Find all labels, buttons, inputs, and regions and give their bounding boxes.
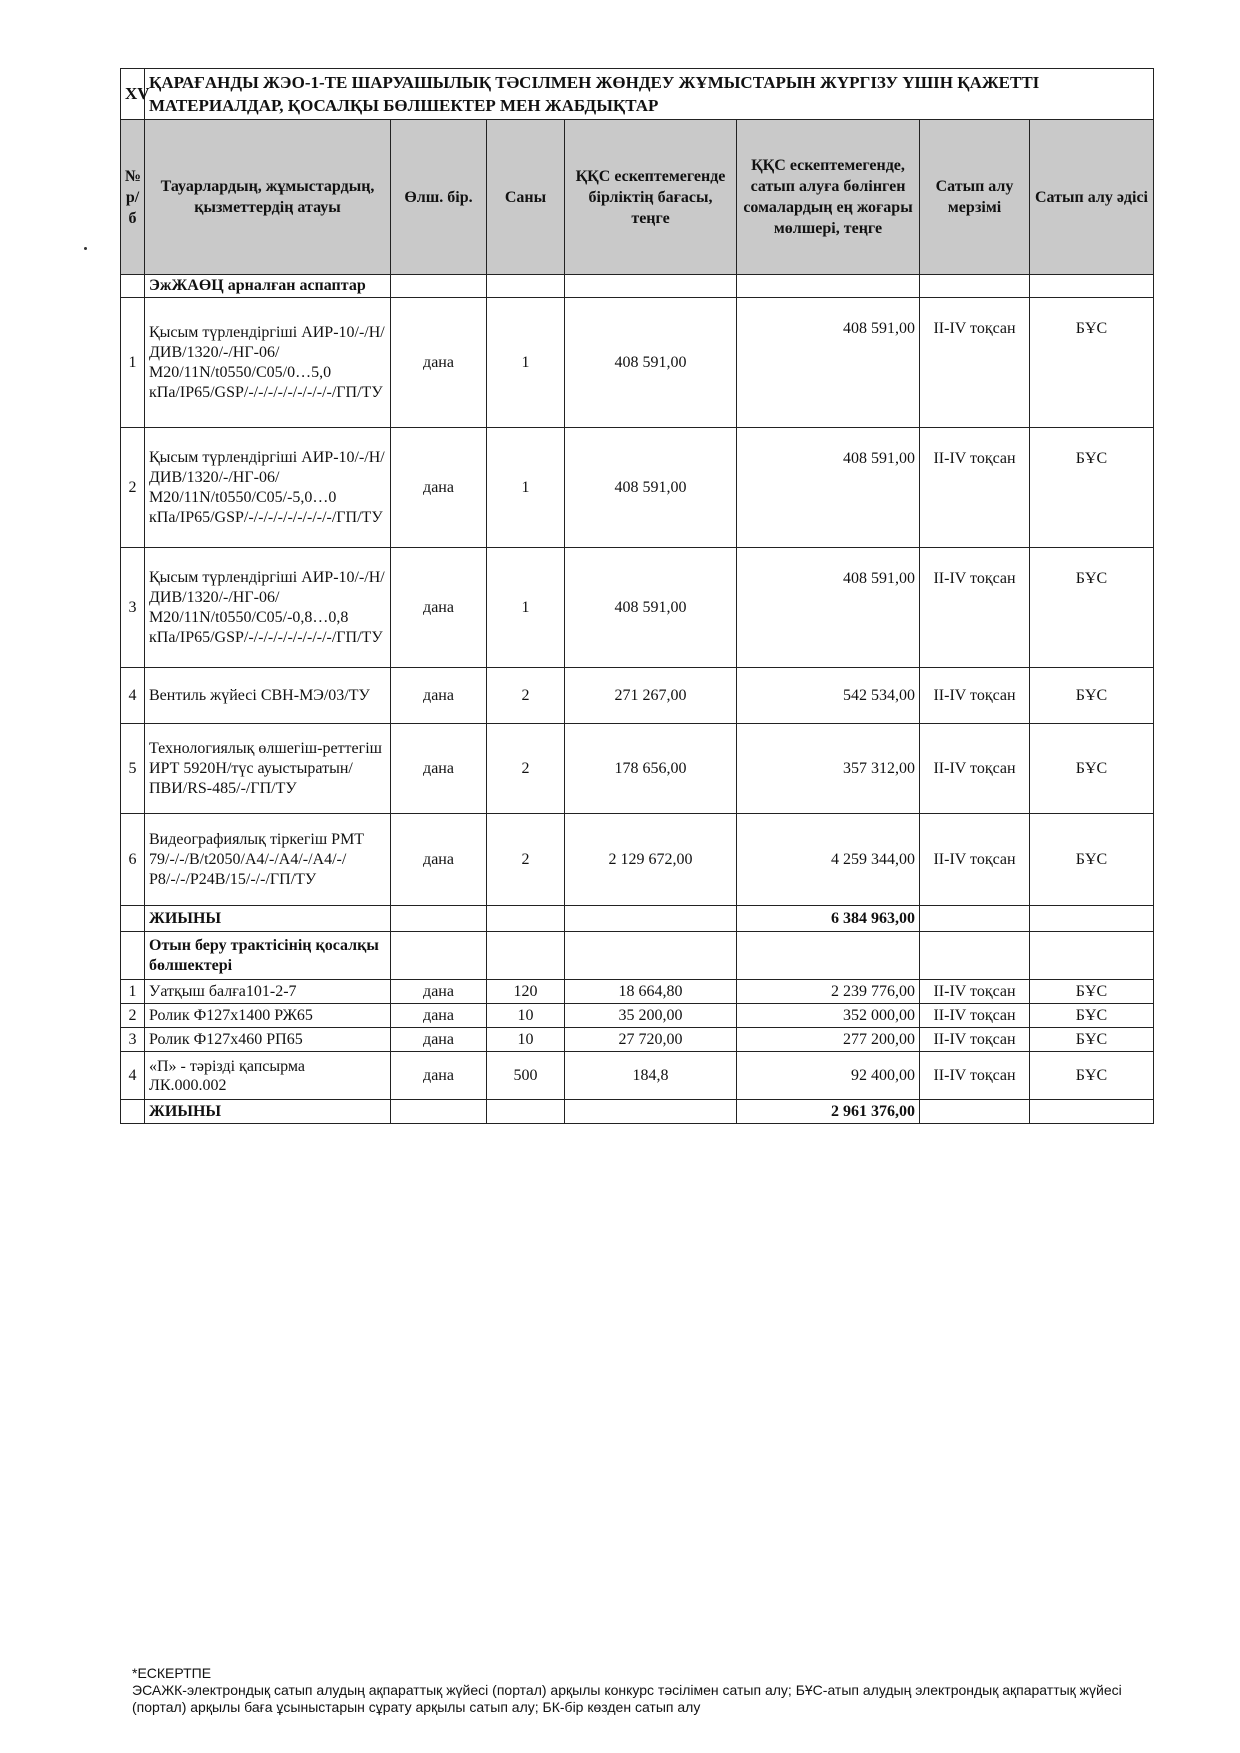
- row-method: БҰС: [1030, 1028, 1154, 1052]
- column-header-row: [121, 120, 1154, 275]
- row-term: II-IV тоқсан: [920, 298, 1030, 428]
- table-row: [121, 428, 1154, 548]
- row-name: Вентиль жүйесі СВН-МЭ/03/ТУ: [145, 668, 391, 724]
- row-num: 1: [121, 980, 145, 1004]
- group-title: Отын беру трактісінің қосалқы бөлшектері: [145, 932, 391, 980]
- row-term: II-IV тоқсан: [920, 548, 1030, 668]
- col-unit: Өлш. бір.: [391, 120, 487, 275]
- row-name: Қысым түрлендіргіші АИР-10/-/Н/ДИВ/1320/-/НГ-06/М20/11N/t0550/C05/-0,8…0,8 кПа/IP65/GSP/-/-/-/-/-/-/-/-/-/ГП/ТУ: [145, 548, 391, 668]
- row-term: II-IV тоқсан: [920, 1004, 1030, 1028]
- row-qty: 10: [487, 1004, 565, 1028]
- col-num: № р/б: [121, 120, 145, 275]
- row-qty: 1: [487, 428, 565, 548]
- row-name: «П» - тәрізді қапсырма ЛК.000.002: [145, 1052, 391, 1100]
- table-row: [121, 548, 1154, 668]
- total-value: 2 961 376,00: [737, 1100, 920, 1124]
- row-unit: дана: [391, 298, 487, 428]
- row-num: 2: [121, 1004, 145, 1028]
- table-row: [121, 1028, 1154, 1052]
- total-label: ЖИЫНЫ: [145, 906, 391, 932]
- row-num: 3: [121, 1028, 145, 1052]
- row-method: БҰС: [1030, 980, 1154, 1004]
- group-title-row: [121, 275, 1154, 298]
- row-num: 5: [121, 724, 145, 814]
- row-qty: 10: [487, 1028, 565, 1052]
- row-qty: 500: [487, 1052, 565, 1100]
- row-unit: дана: [391, 428, 487, 548]
- row-qty: 2: [487, 668, 565, 724]
- row-price: 408 591,00: [565, 298, 737, 428]
- col-name: Тауарлардың, жұмыстардың, қызметтердің атауы: [145, 120, 391, 275]
- row-unit: дана: [391, 980, 487, 1004]
- row-max: 2 239 776,00: [737, 980, 920, 1004]
- row-name: Қысым түрлендіргіші АИР-10/-/Н/ДИВ/1320/-/НГ-06/М20/11N/t0550/C05/-5,0…0 кПа/IP65/GSP/-/-/-/-/-/-/-/-/-/ГП/ТУ: [145, 428, 391, 548]
- row-max: 277 200,00: [737, 1028, 920, 1052]
- row-unit: дана: [391, 668, 487, 724]
- row-name: Видеографиялық тіркегіш РМТ 79/-/-/В/t2050/А4/-/А4/-/А4/-/Р8/-/-/Р24В/15/-/-/ГП/ТУ: [145, 814, 391, 906]
- row-method: БҰС: [1030, 668, 1154, 724]
- row-unit: дана: [391, 1028, 487, 1052]
- row-qty: 120: [487, 980, 565, 1004]
- row-price: 408 591,00: [565, 548, 737, 668]
- row-method: БҰС: [1030, 1004, 1154, 1028]
- section-title: ҚАРАҒАНДЫ ЖЭО-1-ТЕ ШАРУАШЫЛЫҚ ТӘСІЛМЕН ЖӨНДЕУ ЖҰМЫСТАРЫН ЖҮРГІЗУ ҮШІН ҚАЖЕТТІ МАТЕРИАЛДАР, ҚОСАЛҚЫ БӨЛШЕКТЕР МЕН ЖАБДЫҚТАР: [145, 69, 1154, 120]
- table-row: [121, 668, 1154, 724]
- row-max: 408 591,00: [737, 428, 920, 548]
- row-max: 352 000,00: [737, 1004, 920, 1028]
- footnote: [132, 1665, 1142, 1716]
- table-row: [121, 980, 1154, 1004]
- row-unit: дана: [391, 1004, 487, 1028]
- row-max: 408 591,00: [737, 298, 920, 428]
- table-row: [121, 1004, 1154, 1028]
- footnote-title: *ЕСКЕРТПЕ: [132, 1665, 212, 1681]
- row-term: II-IV тоқсан: [920, 814, 1030, 906]
- row-term: II-IV тоқсан: [920, 668, 1030, 724]
- row-method: БҰС: [1030, 814, 1154, 906]
- row-unit: дана: [391, 724, 487, 814]
- section-header-row: [121, 69, 1154, 120]
- row-unit: дана: [391, 1052, 487, 1100]
- table-row: [121, 298, 1154, 428]
- row-max: 542 534,00: [737, 668, 920, 724]
- row-num: 2: [121, 428, 145, 548]
- row-name: Технологиялық өлшегіш-реттегіш ИРТ 5920Н/түс ауыстыратын/ПВИ/RS-485/-/ГП/ТУ: [145, 724, 391, 814]
- row-name: Уатқыш балға101-2-7: [145, 980, 391, 1004]
- col-price: ҚҚС ескептемегенде бірліктің бағасы, теңге: [565, 120, 737, 275]
- row-qty: 1: [487, 548, 565, 668]
- row-max: 92 400,00: [737, 1052, 920, 1100]
- row-method: БҰС: [1030, 1052, 1154, 1100]
- row-method: БҰС: [1030, 724, 1154, 814]
- scan-speck: [84, 247, 87, 250]
- row-qty: 2: [487, 814, 565, 906]
- col-term: Сатып алу мерзімі: [920, 120, 1030, 275]
- procurement-table: [120, 68, 1154, 1124]
- row-price: 35 200,00: [565, 1004, 737, 1028]
- row-term: II-IV тоқсан: [920, 1052, 1030, 1100]
- row-num: 6: [121, 814, 145, 906]
- row-max: 408 591,00: [737, 548, 920, 668]
- row-price: 271 267,00: [565, 668, 737, 724]
- row-num: 1: [121, 298, 145, 428]
- row-qty: 1: [487, 298, 565, 428]
- row-price: 408 591,00: [565, 428, 737, 548]
- row-term: II-IV тоқсан: [920, 980, 1030, 1004]
- row-num: 4: [121, 668, 145, 724]
- row-term: II-IV тоқсан: [920, 724, 1030, 814]
- row-name: Ролик Ф127х1400 РЖ65: [145, 1004, 391, 1028]
- row-num: 4: [121, 1052, 145, 1100]
- row-price: 178 656,00: [565, 724, 737, 814]
- row-max: 4 259 344,00: [737, 814, 920, 906]
- table-row: [121, 814, 1154, 906]
- row-name: Ролик Ф127х460 РП65: [145, 1028, 391, 1052]
- row-unit: дана: [391, 814, 487, 906]
- row-term: II-IV тоқсан: [920, 428, 1030, 548]
- row-max: 357 312,00: [737, 724, 920, 814]
- col-qty: Саны: [487, 120, 565, 275]
- col-method: Сатып алу әдісі: [1030, 120, 1154, 275]
- row-unit: дана: [391, 548, 487, 668]
- row-method: БҰС: [1030, 548, 1154, 668]
- row-price: 2 129 672,00: [565, 814, 737, 906]
- table-row: [121, 1052, 1154, 1100]
- row-qty: 2: [487, 724, 565, 814]
- row-name: Қысым түрлендіргіші АИР-10/-/Н/ДИВ/1320/-/НГ-06/М20/11N/t0550/C05/0…5,0 кПа/IP65/GSP/-/-/-/-/-/-/-/-/-/ГП/ТУ: [145, 298, 391, 428]
- section-number: XV: [121, 69, 145, 120]
- total-label: ЖИЫНЫ: [145, 1100, 391, 1124]
- total-row: [121, 1100, 1154, 1124]
- row-term: II-IV тоқсан: [920, 1028, 1030, 1052]
- group-title: ЭжЖАӨЦ арналған аспаптар: [145, 275, 391, 298]
- row-num: 3: [121, 548, 145, 668]
- col-max: ҚҚС ескептемегенде, сатып алуға бөлінген сомалардың ең жоғары мөлшері, теңге: [737, 120, 920, 275]
- group-title-row: [121, 932, 1154, 980]
- row-price: 184,8: [565, 1052, 737, 1100]
- total-value: 6 384 963,00: [737, 906, 920, 932]
- table-row: [121, 724, 1154, 814]
- footnote-text: ЭСАЖК-электрондық сатып алудың ақпараттық жүйесі (портал) арқылы конкурс тәсілімен сатып алу; БҰС-атып алудың электрондық ақпараттық жүйесі (портал) арқылы баға ұсыныстарын сұрату арқылы сатып алу; БК-бір көзден сатып алу: [132, 1682, 1122, 1715]
- row-price: 27 720,00: [565, 1028, 737, 1052]
- table-body: [121, 69, 1154, 1124]
- row-method: БҰС: [1030, 428, 1154, 548]
- row-price: 18 664,80: [565, 980, 737, 1004]
- total-row: [121, 906, 1154, 932]
- row-method: БҰС: [1030, 298, 1154, 428]
